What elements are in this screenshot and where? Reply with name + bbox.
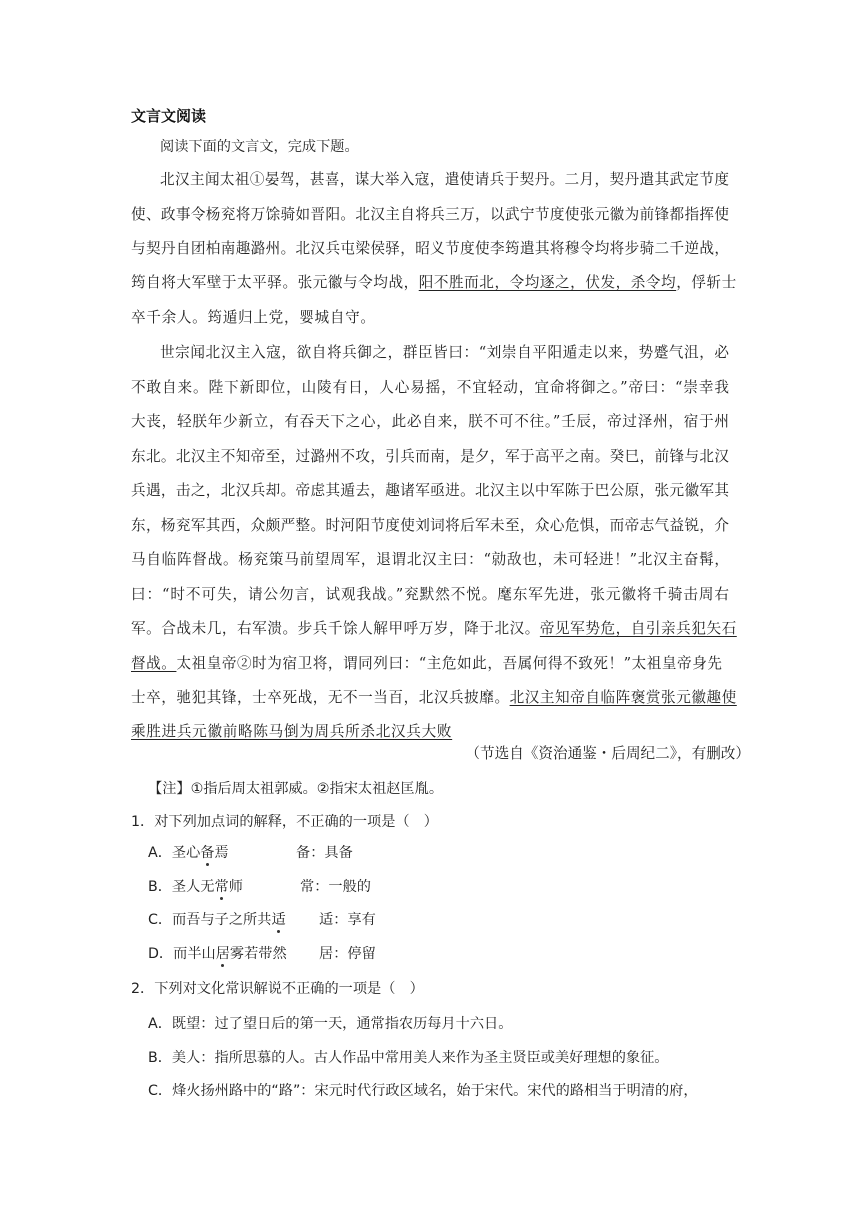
dotted-word: 居 bbox=[215, 946, 230, 962]
passage-source: （节选自《资治通鉴・后周纪二》，有删改） bbox=[465, 745, 750, 762]
passage-line bbox=[131, 271, 737, 292]
option-letter: D． bbox=[148, 946, 174, 962]
option-gloss: 备：具备 bbox=[296, 845, 353, 861]
unpunctuated-sentence: 乘胜进兵元徽前略陈马倒为周兵所杀北汉兵大败 bbox=[131, 723, 453, 740]
dotted-word: 常 bbox=[214, 879, 229, 895]
option-letter: A． bbox=[148, 845, 172, 861]
passage-text: 太祖皇帝②时为宿卫将，谓同列曰：“主危如此，吾属何得不致死！”太祖皇帝身先 bbox=[176, 655, 723, 672]
option-letter: C． bbox=[148, 912, 173, 928]
question-1-option-a[interactable] bbox=[148, 842, 353, 862]
passage-line: 东北。北汉主不知帝至，过潞州不攻，引兵而南，是夕，军于高平之南。癸巳，前锋与北汉 bbox=[131, 448, 729, 465]
unpunctuated-sentence: 北汉主知帝自临阵褒赏张元徽趣使 bbox=[509, 689, 737, 706]
section-title: 文言文阅读 bbox=[131, 107, 207, 125]
question-1-option-c[interactable] bbox=[148, 909, 376, 929]
dotted-word: 适 bbox=[271, 912, 286, 928]
passage-text: 军。合战未几，右军溃。步兵千馀人解甲呼万岁，降于北汉。 bbox=[131, 620, 540, 637]
passage-text: 筠自将大军壁于太平驿。张元徽与令均战， bbox=[131, 274, 419, 291]
question-2-option-b[interactable]: B．美人：指所思慕的人。古人作品中常用美人来作为圣主贤臣或美好理想的象征。 bbox=[148, 1050, 669, 1066]
passage-line: 东，杨兖军其西，众颇严整。时河阳节度使刘词将后军未至，众心危惧，而帝志气益锐，介 bbox=[131, 517, 729, 534]
underlined-sentence: 帝见军势危，自引亲兵犯矢石 bbox=[539, 620, 737, 637]
instruction: 阅读下面的文言文，完成下题。 bbox=[160, 139, 359, 155]
question-2-option-c[interactable]: C．烽火扬州路中的“路”：宋元时代行政区域名，始于宋代。宋代的路相当于明清的府， bbox=[148, 1083, 698, 1099]
option-text: 师 bbox=[228, 879, 243, 895]
passage-line: 马自临阵督战。杨兖策马前望周军，退谓北汉主曰：“勍敌也，未可轻进！”北汉主奋髯， bbox=[131, 551, 729, 568]
question-2-option-a[interactable]: A．既望：过了望日后的第一天，通常指农历每月十六日。 bbox=[148, 1016, 513, 1032]
passage-line: 曰：“时不可失，请公勿言，试观我战。”兖默然不悦。麾东军先进，张元徽将千骑击周右 bbox=[131, 586, 729, 603]
passage-line bbox=[131, 686, 737, 707]
annotation-note: 【注】①指后周太祖郭威。②指宋太祖赵匡胤。 bbox=[148, 781, 444, 797]
option-letter: B． bbox=[148, 879, 172, 895]
underlined-sentence: 督战。 bbox=[131, 655, 177, 672]
question-1-option-b[interactable] bbox=[148, 876, 371, 896]
passage-line: 世宗闻北汉主入寇，欲自将兵御之，群臣皆曰：“刘崇自平阳遁走以来，势蹙气沮，必 bbox=[160, 344, 729, 361]
option-text: 焉 bbox=[214, 845, 229, 861]
passage-line bbox=[131, 617, 737, 638]
dotted-word: 备 bbox=[200, 845, 215, 861]
option-gloss: 居：停留 bbox=[319, 946, 376, 962]
option-text: 雾若带然 bbox=[229, 946, 287, 962]
passage-line: 卒千余人。筠遁归上党，婴城自守。 bbox=[131, 309, 376, 326]
passage-line bbox=[131, 652, 729, 673]
passage-line: 不敢自来。陛下新即位，山陵有日，人心易摇，不宜轻动，宜命将御之。”帝曰：“崇幸我 bbox=[131, 379, 729, 396]
passage-line: 使、政事令杨兖将万馀骑如晋阳。北汉主自将兵三万，以武宁节度使张元徽为前锋都指挥使 bbox=[131, 206, 729, 223]
option-gloss: 适：享有 bbox=[319, 912, 376, 928]
question-2-stem: 2．下列对文化常识解说不正确的一项是（ ） bbox=[131, 981, 424, 997]
passage-line: 大丧，轻朕年少新立，有吞天下之心，此必自来，朕不可不往。”壬辰，帝过泽州，宿于州 bbox=[131, 413, 729, 430]
option-text: 圣心 bbox=[171, 845, 201, 861]
passage-line: 与契丹自团柏南趣潞州。北汉兵屯梁侯驿，昭义节度使李筠遣其将穆令均将步骑二千逆战， bbox=[131, 240, 729, 257]
option-text: 而吾与子之所共 bbox=[172, 912, 272, 928]
passage-line: 北汉主闻太祖①晏驾，甚喜，谋大举入寇，遣使请兵于契丹。二月，契丹遣其武定节度 bbox=[160, 171, 729, 188]
passage-text: 士卒，驰犯其锋，士卒死战，无不一当百，北汉兵披靡。 bbox=[131, 689, 510, 706]
option-text: 而半山 bbox=[173, 946, 216, 962]
question-1-option-d[interactable] bbox=[148, 943, 376, 963]
passage-line bbox=[131, 720, 452, 741]
option-text: 圣人无 bbox=[171, 879, 215, 895]
passage-text: ，俘斩士 bbox=[676, 274, 737, 291]
option-gloss: 常：一般的 bbox=[300, 879, 371, 895]
passage-line: 兵遇，击之，北汉兵却。帝虑其遁去，趣诸军亟进。北汉主以中军陈于巴公原，张元徽军其 bbox=[131, 482, 729, 499]
question-1-stem: 1．对下列加点词的解释，不正确的一项是（ ） bbox=[131, 814, 438, 830]
underlined-sentence: 阳不胜而北，令均逐之，伏发，杀令均 bbox=[418, 274, 677, 291]
